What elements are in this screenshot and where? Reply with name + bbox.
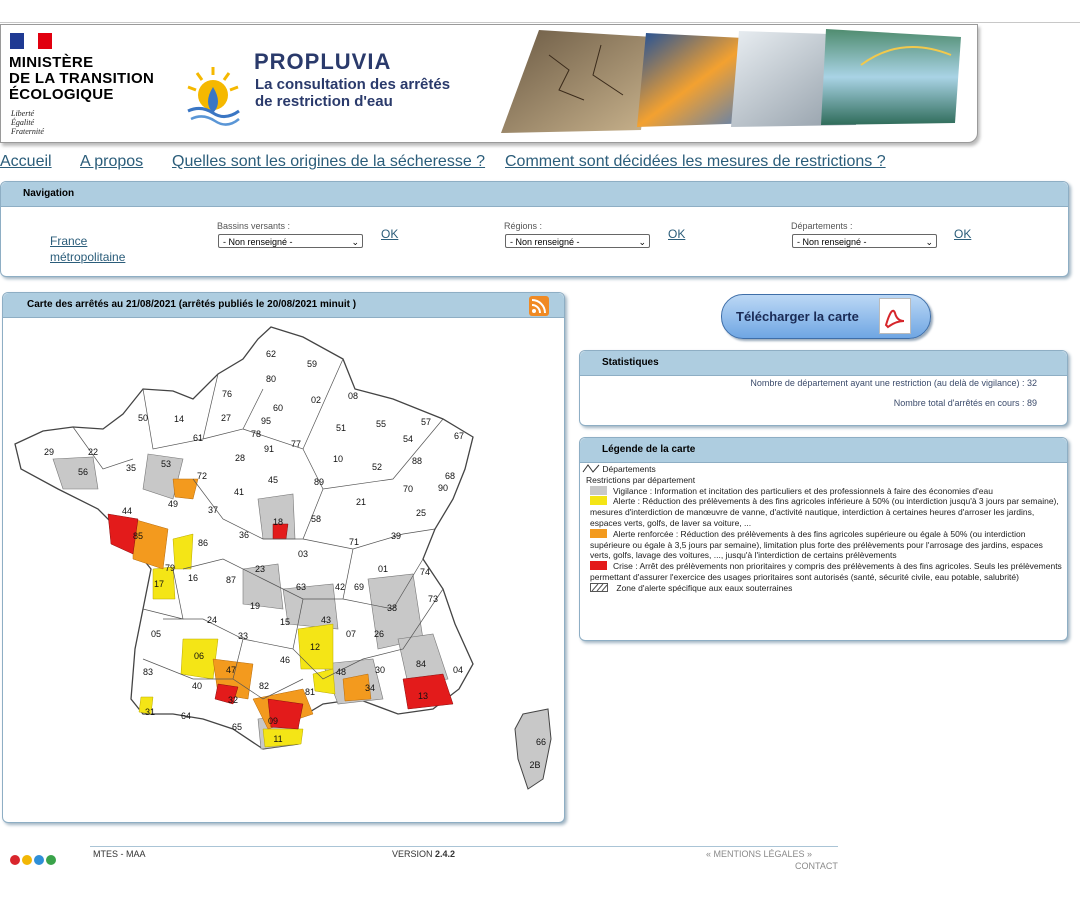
- french-flag-icon: [10, 33, 52, 49]
- france-metropolitaine-link[interactable]: France métropolitaine: [50, 234, 126, 264]
- department-label: 90: [437, 483, 449, 493]
- download-map-button[interactable]: [721, 294, 931, 339]
- chevron-down-icon: ⌄: [351, 237, 359, 247]
- departements-select[interactable]: [792, 234, 937, 248]
- department-label: 64: [180, 711, 192, 721]
- department-label: 03: [297, 549, 309, 559]
- regions-select-value: - Non renseigné -: [510, 237, 580, 247]
- department-label: 32: [227, 695, 239, 705]
- department-label: 09: [267, 716, 279, 726]
- brand-tagline: [255, 76, 450, 110]
- department-label: 87: [225, 575, 237, 585]
- department-label: 79: [164, 563, 176, 573]
- ministry-line: DE LA TRANSITION: [9, 70, 155, 87]
- department-label: 46: [279, 655, 291, 665]
- nav-apropos-link[interactable]: A propos: [80, 153, 144, 170]
- department-label: 55: [375, 419, 387, 429]
- header-photos-image: [481, 25, 971, 142]
- department-label: 36: [238, 530, 250, 540]
- department-label: 37: [207, 505, 219, 515]
- department-label: 25: [415, 508, 427, 518]
- department-label: 68: [444, 471, 456, 481]
- navigation-panel-title: Navigation: [1, 182, 1068, 207]
- regions-select[interactable]: [505, 234, 650, 248]
- bassins-select[interactable]: [218, 234, 363, 248]
- department-outline-icon: [582, 464, 600, 473]
- legend-restrictions-label: Restrictions par département: [586, 474, 696, 485]
- department-label: 35: [125, 463, 137, 473]
- department-label: 81: [304, 687, 316, 697]
- department-label: 50: [137, 413, 149, 423]
- footer-version: [392, 849, 455, 859]
- motto-line: Liberté: [11, 109, 35, 118]
- department-label: 08: [347, 391, 359, 401]
- partner-dots-icon: [10, 855, 56, 865]
- department-label: 66: [535, 737, 547, 747]
- department-label: 2B: [529, 760, 541, 770]
- department-label: 04: [452, 665, 464, 675]
- map-panel: [2, 292, 565, 823]
- departements-label: Départements :: [791, 221, 853, 231]
- department-label: 07: [345, 629, 357, 639]
- department-label: 89: [313, 477, 325, 487]
- department-label: 28: [234, 453, 246, 463]
- department-label: 10: [332, 454, 344, 464]
- top-divider: [0, 22, 1080, 23]
- header-banner: [0, 24, 978, 143]
- tagline-line: de restriction d'eau: [255, 93, 393, 110]
- department-label: 53: [160, 459, 172, 469]
- stat-departements: Nombre de département ayant une restriction (au delà de vigilance) : 32: [750, 378, 1037, 388]
- departements-ok-button[interactable]: OK: [954, 227, 972, 241]
- motto-line: Fraternité: [11, 127, 44, 136]
- department-label: 72: [196, 471, 208, 481]
- department-label: 45: [267, 475, 279, 485]
- map-panel-title: [3, 293, 564, 318]
- department-label: 85: [132, 531, 144, 541]
- department-label: 33: [237, 631, 249, 641]
- department-label: 91: [263, 444, 275, 454]
- department-label: 02: [310, 395, 322, 405]
- alerte-swatch: [590, 496, 607, 505]
- department-label: 38: [386, 603, 398, 613]
- department-label: 34: [364, 683, 376, 693]
- legend-title: Légende de la carte: [580, 438, 1067, 463]
- motto-line: Égalité: [11, 118, 35, 127]
- rss-glyph-icon: [529, 296, 549, 316]
- department-label: 31: [144, 707, 156, 717]
- department-label: 29: [43, 447, 55, 457]
- department-label: 23: [254, 564, 266, 574]
- france-restrictions-map[interactable]: [3, 319, 564, 822]
- legend-body: [580, 464, 1067, 594]
- department-label: 13: [417, 691, 429, 701]
- ministry-line: MINISTÈRE: [9, 54, 94, 71]
- version-label: VERSION: [392, 849, 433, 859]
- download-map-label: Télécharger la carte: [736, 309, 859, 324]
- department-label: 16: [187, 573, 199, 583]
- nav-accueil-link[interactable]: Accueil: [0, 153, 52, 170]
- bassins-ok-button[interactable]: OK: [381, 227, 399, 241]
- regions-ok-button[interactable]: OK: [668, 227, 686, 241]
- republic-motto: [11, 109, 44, 136]
- department-label: 60: [272, 403, 284, 413]
- department-label: 83: [142, 667, 154, 677]
- department-label: 11: [273, 734, 283, 744]
- chevron-down-icon: ⌄: [638, 237, 646, 247]
- department-label: 12: [309, 642, 321, 652]
- bassins-select-value: - Non renseigné -: [223, 237, 293, 247]
- department-label: 30: [374, 665, 386, 675]
- footer-divider: [90, 846, 838, 847]
- legend-vigilance-text: Vigilance : Information et incitation des particuliers et des professionnels à faire des économies d'eau: [613, 485, 993, 496]
- department-label: 44: [121, 506, 133, 516]
- legend-renforcee-row: [580, 529, 1067, 561]
- department-label: 27: [220, 413, 232, 423]
- nav-origines-link[interactable]: Quelles sont les origines de la sécheresse ?: [172, 153, 486, 170]
- department-label: 76: [221, 389, 233, 399]
- department-label: 88: [411, 456, 423, 466]
- department-label: 58: [310, 514, 322, 524]
- hatched-zone-icon: [590, 583, 608, 592]
- tagline-line: La consultation des arrêtés: [255, 76, 451, 93]
- legend-zone-row: [580, 583, 1067, 594]
- statistics-panel: [579, 350, 1068, 426]
- legend-renforcee-text: Alerte renforcée : Réduction des prélèvements à des fins agricoles supérieure ou égale à 50% (ou interdiction supérieure ou égale à 3,5 jours par semaine), limitation plus forte des prélèvements pour l'arrosage des jardins, espaces verts, golfs, lavage des voitures, ..., jusqu'à l'interdiction de certains prélèvements: [590, 528, 1043, 561]
- department-label: 71: [348, 537, 360, 547]
- department-label: 95: [260, 416, 272, 426]
- department-label: 56: [77, 467, 89, 477]
- department-label: 06: [193, 651, 205, 661]
- legend-crise-row: [580, 561, 1067, 583]
- department-label: 84: [415, 659, 427, 669]
- nav-mesures-link[interactable]: Comment sont décidées les mesures de restrictions ?: [505, 153, 886, 170]
- legend-alerte-row: [580, 496, 1067, 528]
- department-label: 59: [306, 359, 318, 369]
- legend-crise-text: Crise : Arrêt des prélèvements non prioritaires y compris des prélèvements à des fins agricoles. Seuls les prélèvements permettant d'assurer l'exercice des usages prioritaires sont autorisés (santé, sécurité civile, eau potable, salubrité): [590, 561, 1062, 582]
- navigation-panel: [0, 181, 1069, 277]
- department-label: 63: [295, 582, 307, 592]
- rss-feed-icon[interactable]: [529, 296, 549, 316]
- renforcee-swatch: [590, 529, 607, 538]
- bassins-label: Bassins versants :: [217, 221, 291, 231]
- department-label: 69: [353, 582, 365, 592]
- department-label: 17: [153, 579, 165, 589]
- contact-link[interactable]: CONTACT: [795, 861, 838, 871]
- footer: [0, 840, 1080, 880]
- department-label: 14: [173, 414, 185, 424]
- department-label: 86: [197, 538, 209, 548]
- ministry-name: [9, 55, 154, 103]
- legend-zone-text: Zone d'alerte spécifique aux eaux souterraines: [616, 582, 793, 593]
- department-label: 22: [87, 447, 99, 457]
- department-label: 41: [233, 487, 245, 497]
- legend-departements-label: Départements: [602, 464, 656, 474]
- department-label: 24: [206, 615, 218, 625]
- legend-vigilance-row: [580, 486, 1067, 497]
- department-label: 51: [335, 423, 347, 433]
- department-label: 48: [335, 667, 347, 677]
- statistics-title: Statistiques: [580, 351, 1067, 376]
- department-label: 18: [272, 517, 284, 527]
- crise-swatch: [590, 561, 607, 570]
- department-label: 42: [334, 582, 346, 592]
- department-label: 65: [231, 722, 243, 732]
- stat-arretes: Nombre total d'arrêtés en cours : 89: [893, 398, 1037, 408]
- departements-select-value: - Non renseigné -: [797, 237, 867, 247]
- department-label: 21: [355, 497, 367, 507]
- map-title-text: Carte des arrêtés au 21/08/2021 (arrêtés publiés le 20/08/2021 minuit ): [27, 299, 357, 310]
- vigilance-swatch: [590, 486, 607, 495]
- legend-departements-row: [580, 464, 1067, 475]
- department-label: 01: [377, 564, 389, 574]
- department-label: 80: [265, 374, 277, 384]
- footer-left-text: MTES - MAA: [93, 849, 146, 859]
- department-label: 54: [402, 434, 414, 444]
- department-label: 57: [420, 417, 432, 427]
- pdf-glyph-icon: [880, 299, 910, 333]
- sun-water-logo-icon: [183, 67, 243, 129]
- department-label: 82: [258, 681, 270, 691]
- department-label: 74: [419, 567, 431, 577]
- legend-alerte-text: Alerte : Réduction des prélèvements à des fins agricoles inférieure à 50% (ou interdiction jusqu'à 3 jours par semaine), mesures d'interdiction de manœuvre de vanne, d'activité nautique, interdiction à certaines heures d'arroser les jardins, espaces verts, golfs, de laver sa voiture, ...: [590, 496, 1059, 528]
- department-label: 43: [320, 615, 332, 625]
- department-label: 19: [249, 601, 261, 611]
- department-label: 49: [167, 499, 179, 509]
- department-label: 26: [373, 629, 385, 639]
- department-label: 61: [192, 433, 204, 443]
- department-label: 70: [402, 484, 414, 494]
- department-label: 39: [390, 531, 402, 541]
- department-label: 05: [150, 629, 162, 639]
- ministry-line: ÉCOLOGIQUE: [9, 86, 114, 103]
- department-label: 62: [265, 349, 277, 359]
- pdf-icon: [879, 298, 911, 334]
- legend-panel: [579, 437, 1068, 641]
- version-number: 2.4.2: [435, 849, 456, 859]
- department-label: 67: [453, 431, 465, 441]
- brand-title: PROPLUVIA: [254, 49, 392, 74]
- mentions-legales-link[interactable]: « MENTIONS LÉGALES »: [706, 849, 813, 859]
- department-label: 78: [250, 429, 262, 439]
- department-label: 15: [279, 617, 291, 627]
- chevron-down-icon: ⌄: [925, 237, 933, 247]
- department-label: 77: [290, 439, 302, 449]
- department-label: 52: [371, 462, 383, 472]
- regions-label: Régions :: [504, 221, 543, 231]
- department-label: 73: [427, 594, 439, 604]
- department-label: 47: [225, 665, 237, 675]
- department-label: 40: [191, 681, 203, 691]
